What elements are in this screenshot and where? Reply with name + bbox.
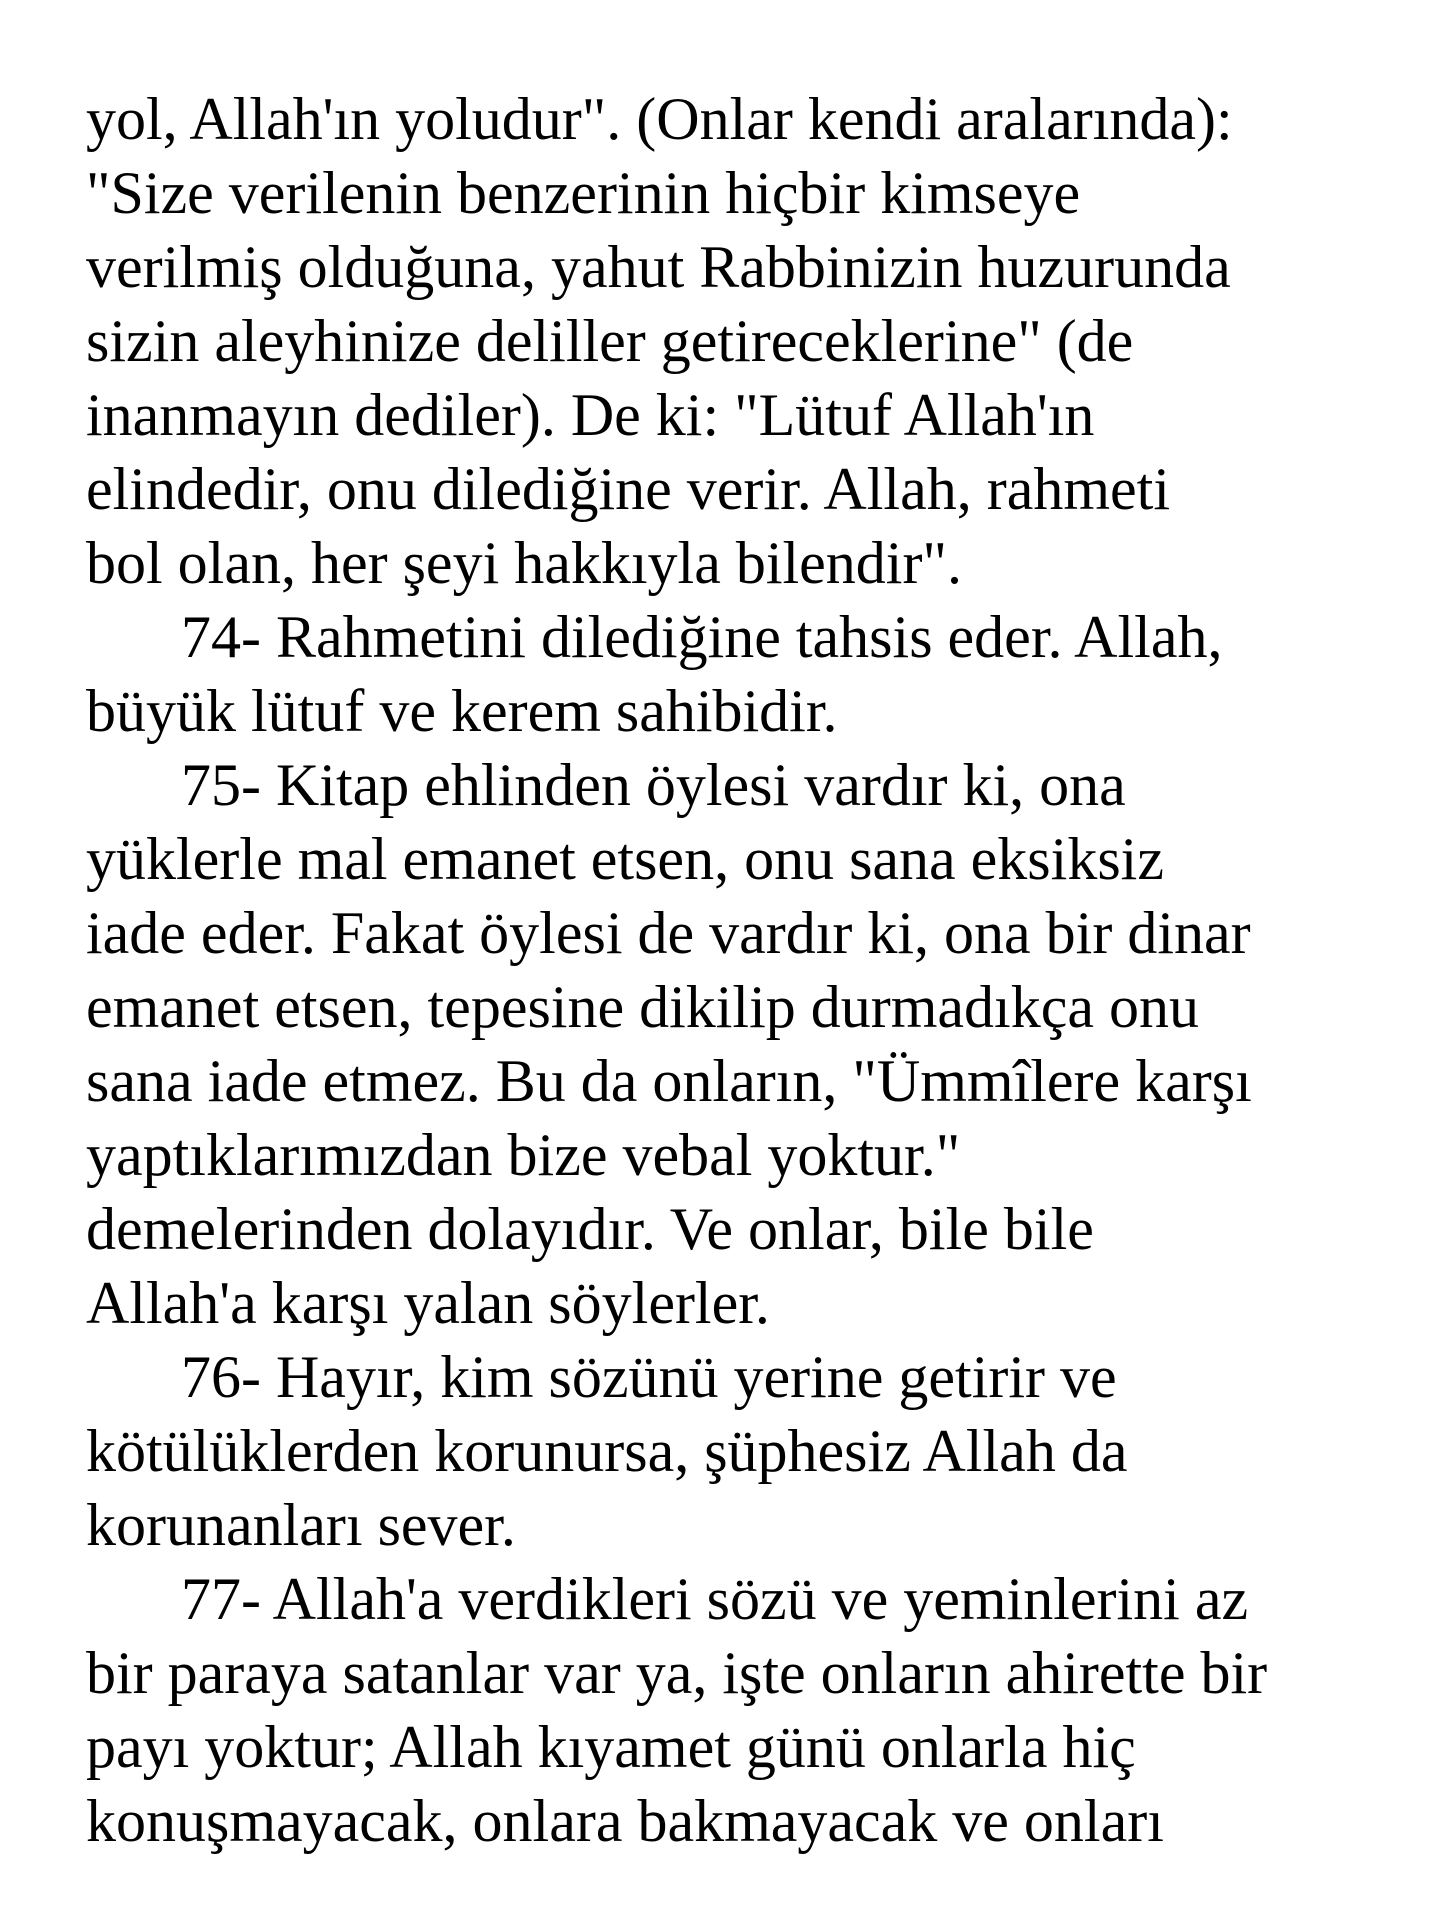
text-line: konuşmayacak, onlara bakmayacak ve onları (86, 1788, 1164, 1854)
text-line: emanet etsen, tepesine dikilip durmadıkça onu (86, 974, 1199, 1040)
text-line: yol, Allah'ın yoludur". (Onlar kendi aralarında): (86, 86, 1233, 152)
text-line: bol olan, her şeyi hakkıyla bilendir". (86, 530, 962, 596)
text-line: yaptıklarımızdan bize vebal yoktur." (86, 1122, 961, 1188)
verse-75-start: 75- Kitap ehlinden öylesi vardır ki, ona (181, 752, 1126, 818)
verse-77-start: 77- Allah'a verdikleri sözü ve yeminlerini az (181, 1566, 1249, 1632)
verse-74-start: 74- Rahmetini dilediğine tahsis eder. Allah, (181, 604, 1223, 670)
verse-76-start: 76- Hayır, kim sözünü yerine getirir ve (181, 1344, 1117, 1410)
text-line: demelerinden dolayıdır. Ve onlar, bile bile (86, 1196, 1094, 1262)
text-line: payı yoktur; Allah kıyamet günü onlarla hiç (86, 1714, 1136, 1780)
text-line: sizin aleyhinize deliller getireceklerine" (de (86, 308, 1134, 374)
text-line: Allah'a karşı yalan söylerler. (86, 1270, 770, 1336)
text-line: inanmayın dediler). De ki: "Lütuf Allah'ın (86, 382, 1095, 448)
text-line: iade eder. Fakat öylesi de vardır ki, ona bir dinar (86, 900, 1251, 966)
text-line: sana iade etmez. Bu da onların, "Ümmîlere karşı (86, 1048, 1252, 1114)
document-page (86, 82, 1416, 1858)
text-line: "Size verilenin benzerinin hiçbir kimseye (86, 160, 1081, 226)
text-line: elindedir, onu dilediğine verir. Allah, rahmeti (86, 456, 1170, 522)
text-line: bir paraya satanlar var ya, işte onların ahirette bir (86, 1640, 1268, 1706)
text-line: kötülüklerden korunursa, şüphesiz Allah da (86, 1418, 1128, 1484)
text-line: yüklerle mal emanet etsen, onu sana eksiksiz (86, 826, 1164, 892)
text-line: büyük lütuf ve kerem sahibidir. (86, 678, 838, 744)
text-line: verilmiş olduğuna, yahut Rabbinizin huzurunda (86, 234, 1231, 300)
text-line: korunanları sever. (86, 1492, 516, 1558)
